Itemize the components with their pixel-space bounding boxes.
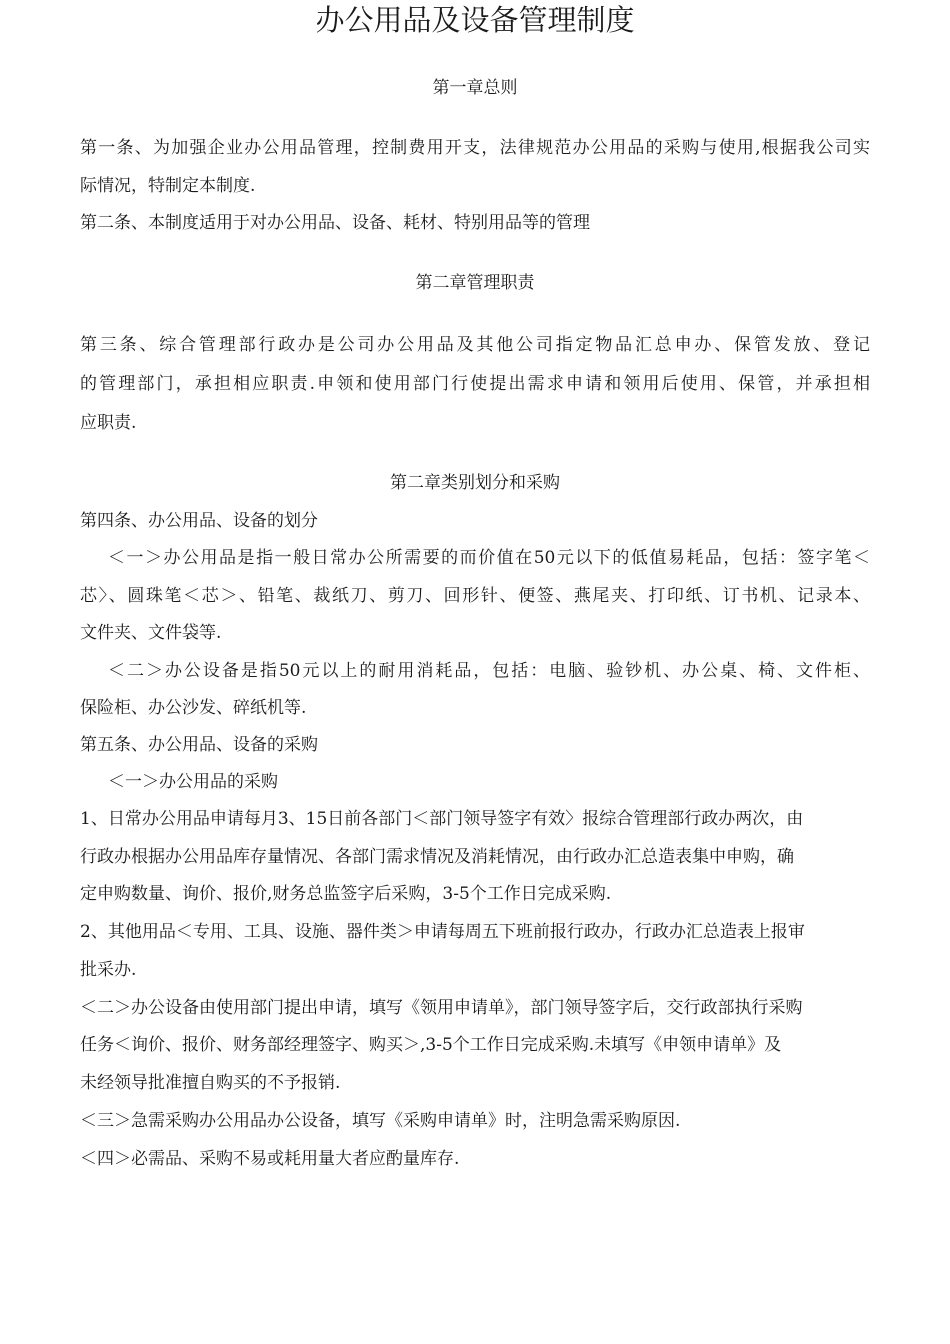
article-3-line-3: 应职责. <box>80 413 137 433</box>
paragraph-1-line-1: 1、日常办公用品申请每月3、15日前各部门＜部门领导签字有效〉报综合管理部行政办两次，由 <box>80 809 804 829</box>
paragraph-1-line-2: 行政办根据办公用品库存量情况、各部门需求情况及消耗情况，由行政办汇总造表集中申购，确 <box>80 847 794 867</box>
section-2-line-2: 任务＜询价、报价、财务部经理签字、购买＞,3-5个工作日完成采购.未填写《申领申请单》及 <box>80 1035 782 1055</box>
article-3-line-2: 的管理部门，承担相应职责.申领和使用部门行使提出需求申请和领用后使用、保管，并承担相 <box>80 374 870 394</box>
article-1-line-1: 第一条、为加强企业办公用品管理，控制费用开支，法律规范办公用品的采购与使用,根据我公司实 <box>80 138 870 158</box>
article-4-item-2-line-1: ＜二＞办公设备是指50元以上的耐用消耗品，包括：电脑、验钞机、办公桌、椅、文件柜、 <box>108 661 870 681</box>
article-4-item-2-line-2: 保险柜、办公沙发、碎纸机等. <box>80 698 307 718</box>
section-4: ＜四＞必需品、采购不易或耗用量大者应酌量库存. <box>80 1149 460 1169</box>
section-3: ＜三＞急需采购办公用品办公设备，填写《采购申请单》时，注明急需采购原因. <box>80 1111 681 1131</box>
article-2: 第二条、本制度适用于对办公用品、设备、耗材、特别用品等的管理 <box>80 213 590 233</box>
chapter-1-heading: 第一章总则 <box>432 78 518 98</box>
article-4-item-1-line-3: 文件夹、文件袋等. <box>80 623 222 643</box>
article-1-line-2: 际情况，特制定本制度. <box>80 176 256 196</box>
paragraph-2-line-1: 2、其他用品＜专用、工具、设施、器件类＞申请每周五下班前报行政办，行政办汇总造表上报审 <box>80 922 805 942</box>
section-2-line-1: ＜二＞办公设备由使用部门提出申请，填写《领用申请单》，部门领导签字后，交行政部执行采购 <box>80 998 803 1018</box>
article-3-line-1: 第三条、综合管理部行政办是公司办公用品及其他公司指定物品汇总申办、保管发放、登记 <box>80 335 870 355</box>
article-4: 第四条、办公用品、设备的划分 <box>80 511 318 531</box>
article-5-section-1: ＜一＞办公用品的采购 <box>108 772 278 792</box>
chapter-3-heading: 第二章类别划分和采购 <box>390 473 560 493</box>
chapter-2-heading: 第二章管理职责 <box>415 273 535 293</box>
section-2-line-3: 未经领导批准擅自购买的不予报销. <box>80 1073 341 1093</box>
paragraph-1-line-3: 定申购数量、询价、报价,财务总监签字后采购，3-5个工作日完成采购. <box>80 884 612 904</box>
document-title: 办公用品及设备管理制度 <box>315 3 635 37</box>
paragraph-2-line-2: 批采办. <box>80 960 137 980</box>
article-4-item-1-line-2: 芯〉、圆珠笔＜芯＞、铅笔、裁纸刀、剪刀、回形针、便签、燕尾夹、打印纸、订书机、记录本、 <box>80 586 870 606</box>
article-4-item-1-line-1: ＜一＞办公用品是指一般日常办公所需要的而价值在50元以下的低值易耗品，包括：签字笔＜ <box>108 548 870 568</box>
article-5: 第五条、办公用品、设备的采购 <box>80 735 318 755</box>
